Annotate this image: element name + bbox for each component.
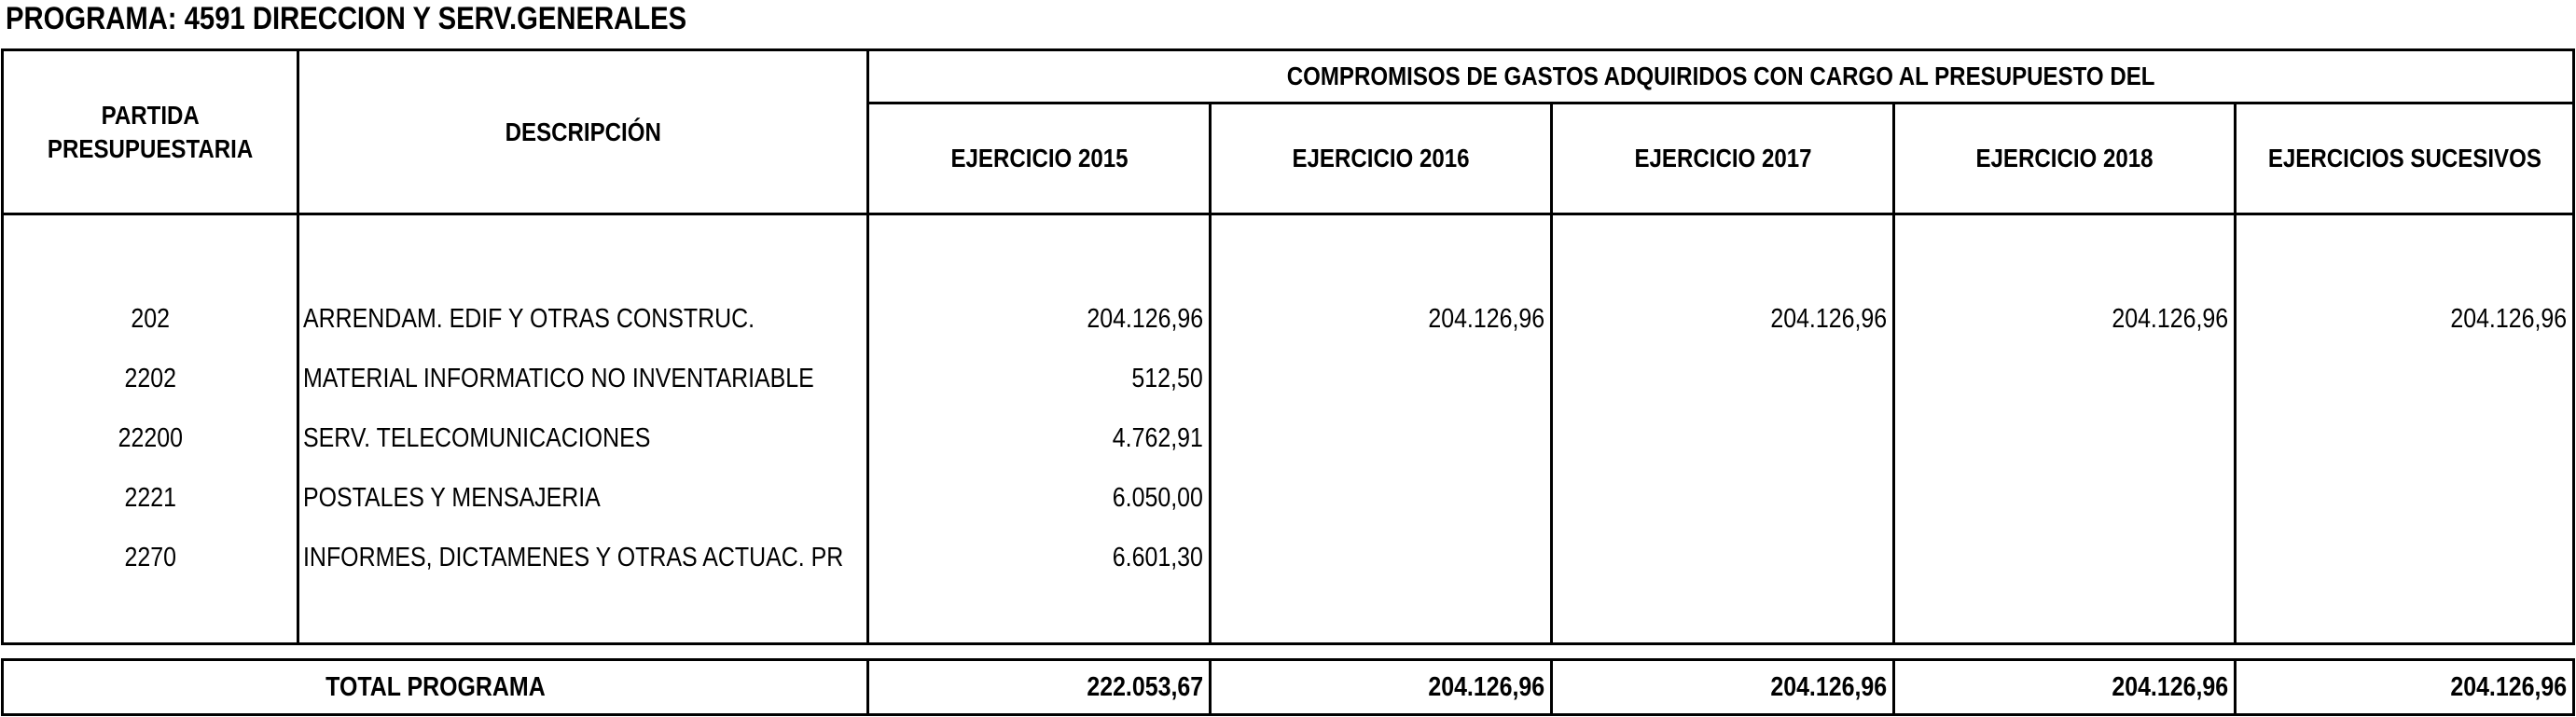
table-row-value-2018: 204.126,96 — [2112, 303, 2228, 334]
table-row-descripcion: SERV. TELECOMUNICACIONES — [303, 422, 651, 453]
total-value-sucesivos: 204.126,96 — [2450, 671, 2567, 702]
header-partida: PARTIDA PRESUPUESTARIA — [47, 100, 254, 163]
page-title: PROGRAMA: 4591 DIRECCION Y SERV.GENERALES — [6, 1, 687, 36]
table-row-partida: 22200 — [118, 422, 183, 453]
table-row-value-2015: 512,50 — [1131, 363, 1203, 393]
total-value-2016: 204.126,96 — [1428, 671, 1544, 702]
table-row-value-2015: 204.126,96 — [1087, 303, 1203, 334]
header-ejercicios-sucesivos: EJERCICIOS SUCESIVOS — [2267, 144, 2541, 172]
header-bottom-divider — [1, 213, 2575, 215]
table-row-partida: 2270 — [124, 542, 176, 572]
table-row-value-2015: 6.050,00 — [1112, 482, 1203, 513]
table-row-value-2015: 4.762,91 — [1112, 422, 1203, 453]
table-row-descripcion: POSTALES Y MENSAJERIA — [303, 482, 601, 513]
total-value-2018: 204.126,96 — [2112, 671, 2228, 702]
table-row-value-2017: 204.126,96 — [1770, 303, 1887, 334]
header-compromisos: COMPROMISOS DE GASTOS ADQUIRIDOS CON CARGO AL PRESUPUESTO DEL — [1286, 62, 2155, 90]
total-label: TOTAL PROGRAMA — [325, 671, 546, 702]
header-ejercicio-2017: EJERCICIO 2017 — [1633, 144, 1812, 172]
table-row-value-2016: 204.126,96 — [1428, 303, 1544, 334]
table-row-partida: 202 — [131, 303, 170, 334]
table-row-partida: 2221 — [124, 482, 176, 513]
header-ejercicio-2018: EJERCICIO 2018 — [1975, 144, 2154, 172]
total-value-2015: 222.053,67 — [1087, 671, 1203, 702]
total-value-2017: 204.126,96 — [1770, 671, 1887, 702]
table-row-descripcion: MATERIAL INFORMATICO NO INVENTARIABLE — [303, 363, 814, 393]
table-row-value-2015: 6.601,30 — [1112, 542, 1203, 572]
header-descripcion: DESCRIPCIÓN — [505, 117, 661, 146]
table-row-value-sucesivos: 204.126,96 — [2450, 303, 2567, 334]
header-ejercicio-2015: EJERCICIO 2015 — [949, 144, 1129, 172]
table-row-partida: 2202 — [124, 363, 176, 393]
header-ejercicio-2016: EJERCICIO 2016 — [1292, 144, 1470, 172]
table-row-descripcion: ARRENDAM. EDIF Y OTRAS CONSTRUC. — [303, 303, 755, 334]
table-row-descripcion: INFORMES, DICTAMENES Y OTRAS ACTUAC. PR — [303, 542, 844, 572]
